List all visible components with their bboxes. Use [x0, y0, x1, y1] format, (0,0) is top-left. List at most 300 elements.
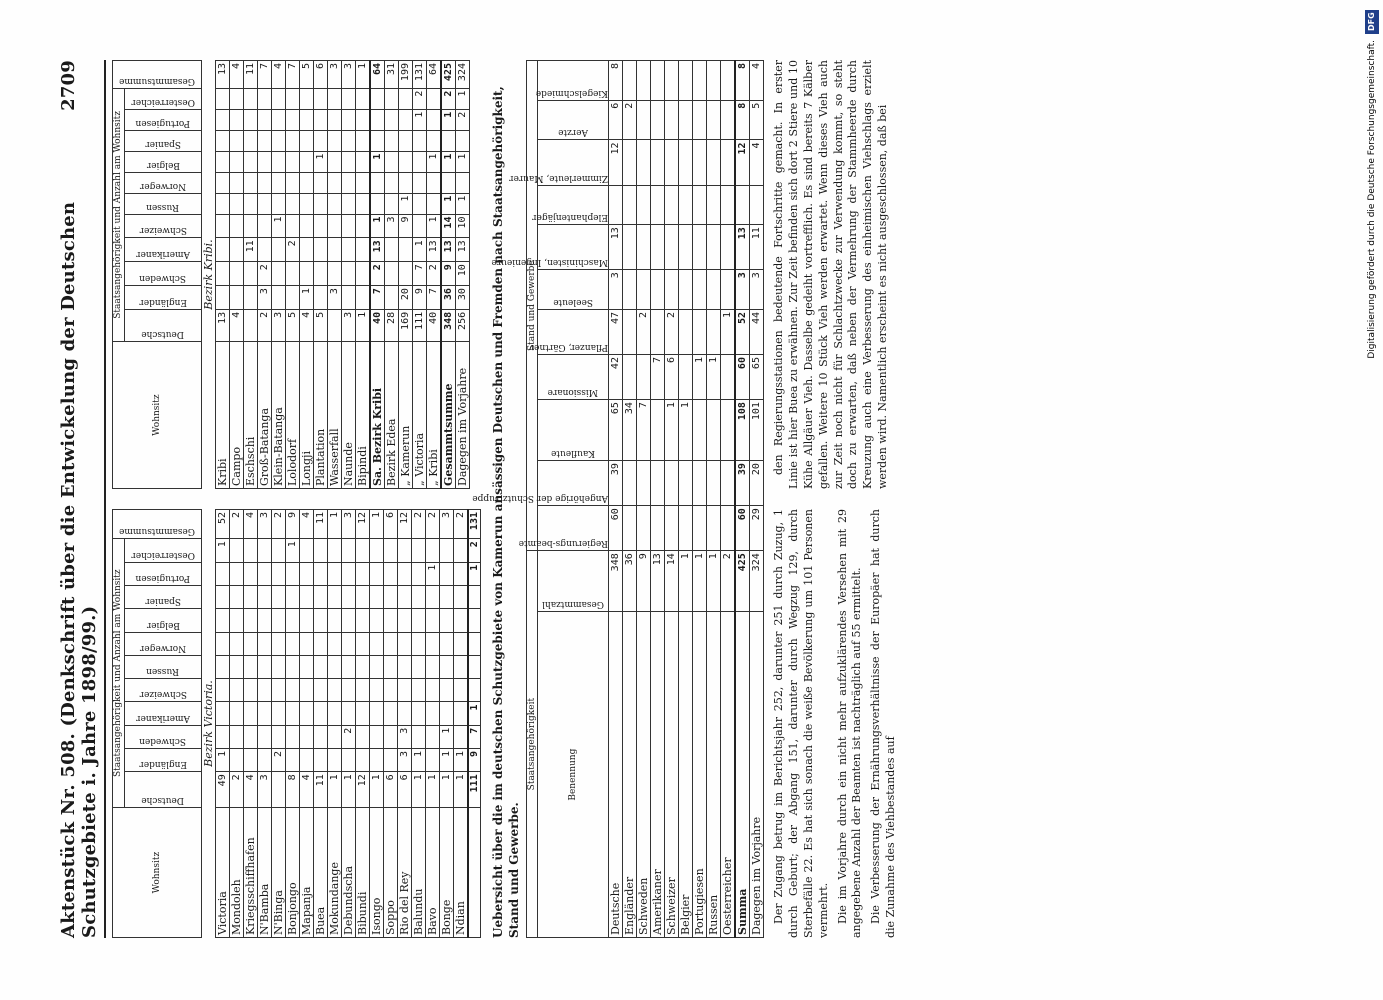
- cell-value: [244, 309, 258, 341]
- col-nation: [124, 586, 201, 609]
- cell-value: [314, 109, 328, 130]
- table-row: [258, 510, 272, 938]
- cell-value: 52: [735, 309, 750, 354]
- cell-value: [244, 725, 258, 748]
- cell-value: [314, 609, 328, 632]
- cell-value: [426, 539, 440, 562]
- cell-value: 11: [244, 238, 258, 262]
- cell-value: [216, 632, 230, 655]
- cell-value: 4: [244, 772, 258, 808]
- cell-value: [258, 562, 272, 585]
- cell-value: [244, 88, 258, 109]
- cell-value: 60: [609, 506, 623, 551]
- cell-value: 49: [216, 772, 230, 808]
- cell-value: [721, 355, 736, 400]
- cell-value: [370, 539, 384, 562]
- cell-value: 1: [370, 214, 385, 238]
- cell-value: [398, 655, 412, 678]
- table-row: [412, 510, 426, 938]
- row-label: Eschschi: [244, 342, 258, 489]
- cell-value: [637, 506, 651, 551]
- row-total: 52: [216, 510, 230, 539]
- cell-value: [300, 151, 314, 172]
- cell-value: [693, 461, 707, 506]
- cell-value: [440, 539, 454, 562]
- cell-value: [356, 151, 371, 172]
- cell-value: [693, 61, 707, 101]
- cell-value: [342, 214, 356, 238]
- cell-value: 13: [609, 225, 623, 270]
- cell-value: [693, 309, 707, 354]
- cell-value: [651, 185, 665, 225]
- cell-value: [637, 61, 651, 101]
- cell-value: 13: [216, 309, 230, 341]
- cell-value: [385, 193, 399, 214]
- row-total: 425: [441, 61, 456, 89]
- cell-value: 1: [441, 109, 456, 130]
- cell-value: 1: [370, 772, 384, 808]
- cell-value: 42: [609, 355, 623, 400]
- cell-value: [693, 506, 707, 551]
- row-label: Debundscha: [342, 808, 356, 938]
- cell-value: [328, 193, 342, 214]
- cell-value: [342, 655, 356, 678]
- cell-value: [427, 109, 442, 130]
- cell-value: [707, 140, 721, 185]
- cell-value: 1: [427, 214, 442, 238]
- cell-value: 1: [456, 193, 470, 214]
- row-total: 1: [328, 510, 342, 539]
- cell-value: [286, 702, 300, 725]
- group-label: Bezirk Kribi.: [202, 61, 216, 489]
- col-occupation: [472, 461, 609, 506]
- cell-value: [707, 225, 721, 270]
- cell-value: [454, 609, 469, 632]
- cell-value: [651, 400, 665, 461]
- text-column-left: [772, 509, 903, 938]
- cell-value: 8: [735, 61, 750, 101]
- cell-value: [468, 679, 481, 702]
- cell-value: [328, 539, 342, 562]
- cell-value: [468, 586, 481, 609]
- cell-value: [216, 172, 230, 193]
- cell-value: [413, 214, 427, 238]
- cell-value: [244, 562, 258, 585]
- cell-value: [651, 461, 665, 506]
- row-label: Bipindi: [356, 342, 371, 489]
- col-occupation-label: Pflanzer, Gärtner: [529, 342, 609, 353]
- cell-value: [244, 586, 258, 609]
- row-total: 425: [735, 551, 750, 612]
- col-nation-label: Deutsche: [141, 329, 185, 340]
- cell-value: [230, 151, 244, 172]
- cell-value: [244, 262, 258, 286]
- table-kribi-column: [112, 60, 481, 489]
- row-total: 348: [609, 551, 623, 612]
- cell-value: 13: [735, 225, 750, 270]
- dfg-funding-note: [1365, 10, 1379, 470]
- cell-value: 1: [454, 749, 469, 772]
- cell-value: [300, 109, 314, 130]
- col-gesammtsumme: [113, 61, 202, 89]
- cell-value: [693, 400, 707, 461]
- cell-value: [328, 172, 342, 193]
- cell-value: [679, 140, 693, 185]
- cell-value: [623, 140, 637, 185]
- col-nation: [124, 609, 201, 632]
- cell-value: [328, 88, 342, 109]
- cell-value: [370, 130, 385, 151]
- cell-value: 65: [750, 355, 764, 400]
- cell-value: [623, 309, 637, 354]
- cell-value: [412, 702, 426, 725]
- cell-value: [244, 193, 258, 214]
- cell-value: [426, 749, 440, 772]
- cell-value: [244, 151, 258, 172]
- cell-value: [679, 61, 693, 101]
- report-text: [772, 60, 903, 938]
- row-total: 4: [272, 61, 286, 89]
- table-row: [456, 61, 470, 489]
- cell-value: [272, 286, 286, 310]
- cell-value: 8: [735, 100, 750, 140]
- cell-value: 7: [427, 286, 442, 310]
- cell-value: 1: [456, 151, 470, 172]
- cell-value: [399, 172, 413, 193]
- col-nation: [124, 214, 201, 238]
- row-total: 13: [216, 61, 230, 89]
- table-row: [651, 61, 665, 938]
- cell-value: [637, 461, 651, 506]
- cell-value: [385, 286, 399, 310]
- cell-value: [216, 193, 230, 214]
- row-total: 2: [230, 510, 244, 539]
- dfg-logo: DFG: [1365, 10, 1379, 34]
- row-total: 4: [300, 510, 314, 539]
- cell-value: [286, 655, 300, 678]
- col-gesammtsumme: [113, 510, 202, 539]
- cell-value: 5: [314, 309, 328, 341]
- cell-value: [272, 193, 286, 214]
- cell-value: 9: [399, 214, 413, 238]
- cell-value: 40: [370, 309, 385, 341]
- cell-value: [721, 100, 736, 140]
- col-nation-label: Deutsche: [141, 795, 185, 806]
- cell-value: [384, 539, 398, 562]
- table-row: [454, 510, 469, 938]
- cell-value: [468, 655, 481, 678]
- cell-value: [216, 109, 230, 130]
- cell-value: [384, 632, 398, 655]
- row-total: 3: [342, 61, 356, 89]
- table-row: [230, 510, 244, 938]
- cell-value: 1: [286, 539, 300, 562]
- cell-value: 1: [693, 355, 707, 400]
- table-victoria-column: [112, 509, 481, 938]
- cell-value: [342, 262, 356, 286]
- table-row: [328, 61, 342, 489]
- cell-value: [441, 130, 456, 151]
- paragraph: Die im Vorjahre durch ein nicht mehr aufzuklärendes Versehen mit 29 angegebene Anzahl der Beamten ist nachträglich auf 55 ermittelt.: [835, 509, 864, 938]
- cell-value: [637, 225, 651, 270]
- header-row: [538, 61, 609, 938]
- col-occupation: [538, 270, 609, 310]
- header-title: Aktenstück Nr. 508. (Denkschrift über die Entwickelung der Deutschen Schutzgebiete i. Jahre 1898/99.): [58, 201, 100, 938]
- row-label: Summa: [735, 612, 750, 938]
- row-label: Schweden: [637, 612, 651, 938]
- cell-value: 1: [426, 562, 440, 585]
- cell-value: [272, 539, 286, 562]
- cell-value: [441, 172, 456, 193]
- cell-value: 2: [456, 109, 470, 130]
- cell-value: 13: [370, 238, 385, 262]
- table-row: [286, 510, 300, 938]
- cell-value: [651, 225, 665, 270]
- cell-value: [300, 130, 314, 151]
- table-row: [468, 510, 481, 938]
- cell-value: [426, 632, 440, 655]
- row-label: Lolodorf: [286, 342, 300, 489]
- cell-value: [665, 61, 679, 101]
- cell-value: [385, 109, 399, 130]
- cell-value: [272, 772, 286, 808]
- cell-value: [707, 400, 721, 461]
- cell-value: [230, 562, 244, 585]
- cell-value: 3: [258, 286, 272, 310]
- cell-value: [216, 262, 230, 286]
- cell-value: 4: [300, 772, 314, 808]
- cell-value: [370, 679, 384, 702]
- cell-value: 3: [750, 270, 764, 310]
- cell-value: [230, 586, 244, 609]
- row-total: 3: [328, 61, 342, 89]
- cell-value: [454, 679, 469, 702]
- row-label: Klein-Batanga: [272, 342, 286, 489]
- cell-value: [454, 702, 469, 725]
- col-nation: [124, 109, 201, 130]
- cell-value: 40: [427, 309, 442, 341]
- row-total: 199: [399, 61, 413, 89]
- cell-value: [342, 586, 356, 609]
- cell-value: [370, 193, 385, 214]
- table-row: [272, 510, 286, 938]
- cell-value: [384, 702, 398, 725]
- cell-value: 39: [609, 461, 623, 506]
- cell-value: [356, 679, 370, 702]
- cell-value: [679, 225, 693, 270]
- row-total: 11: [314, 510, 328, 539]
- cell-value: [258, 725, 272, 748]
- table-row: [356, 510, 370, 938]
- cell-value: 2: [258, 309, 272, 341]
- col-nation-label: Norweger: [139, 180, 186, 191]
- cell-value: [258, 193, 272, 214]
- cell-value: [328, 632, 342, 655]
- cell-value: 3: [398, 749, 412, 772]
- cell-value: 13: [456, 238, 470, 262]
- row-total: 6: [314, 61, 328, 89]
- cell-value: [286, 214, 300, 238]
- cell-value: [300, 632, 314, 655]
- cell-value: [356, 749, 370, 772]
- row-total: 1: [356, 61, 371, 89]
- cell-value: [456, 130, 470, 151]
- table-row: [342, 61, 356, 489]
- cell-value: [328, 238, 342, 262]
- cell-value: [342, 562, 356, 585]
- cell-value: [216, 679, 230, 702]
- cell-value: [244, 172, 258, 193]
- cell-value: [454, 562, 469, 585]
- row-label: „ Victoria: [413, 342, 427, 489]
- cell-value: [286, 725, 300, 748]
- cell-value: [230, 172, 244, 193]
- cell-value: [385, 88, 399, 109]
- cell-value: [328, 586, 342, 609]
- cell-value: [384, 749, 398, 772]
- cell-value: [426, 679, 440, 702]
- cell-value: 8: [286, 772, 300, 808]
- cell-value: 111: [413, 309, 427, 341]
- cell-value: [216, 151, 230, 172]
- cell-value: [244, 655, 258, 678]
- cell-value: 1: [399, 193, 413, 214]
- cell-value: [399, 262, 413, 286]
- table-row: [300, 61, 314, 489]
- cell-value: [370, 702, 384, 725]
- row-total: 2: [454, 510, 469, 539]
- cell-value: [230, 262, 244, 286]
- cell-value: [272, 586, 286, 609]
- cell-value: 7: [370, 286, 385, 310]
- row-label: Isongo: [370, 808, 384, 938]
- row-label: Dagegen im Vorjahre: [456, 342, 470, 489]
- cell-value: [272, 562, 286, 585]
- cell-value: [426, 725, 440, 748]
- row-label: Amerikaner: [651, 612, 665, 938]
- cell-value: [427, 88, 442, 109]
- cell-value: [216, 88, 230, 109]
- col-nation: [124, 562, 201, 585]
- cell-value: [609, 185, 623, 225]
- cell-value: [328, 130, 342, 151]
- cell-value: 1: [441, 193, 456, 214]
- cell-value: 2: [258, 262, 272, 286]
- cell-value: 2: [272, 749, 286, 772]
- col-occupation: [532, 185, 609, 225]
- col-occupation-label: Missionare: [547, 387, 599, 398]
- cell-value: [258, 609, 272, 632]
- row-total: 11: [244, 61, 258, 89]
- col-occupation-label: Aerzte: [558, 127, 589, 138]
- cell-value: 1: [216, 749, 230, 772]
- cell-value: [623, 506, 637, 551]
- row-total: 1: [679, 551, 693, 612]
- cell-value: [665, 140, 679, 185]
- cell-value: 3: [272, 309, 286, 341]
- cell-value: [258, 586, 272, 609]
- cell-value: [286, 151, 300, 172]
- cell-value: [399, 238, 413, 262]
- cell-value: [679, 309, 693, 354]
- row-label: Plantation: [314, 342, 328, 489]
- cell-value: [454, 539, 469, 562]
- cell-value: 9: [413, 286, 427, 310]
- cell-value: [272, 702, 286, 725]
- cell-value: [679, 461, 693, 506]
- cell-value: 3: [258, 772, 272, 808]
- group-row: [202, 510, 216, 938]
- cell-value: [342, 539, 356, 562]
- col-nation-label: Amerikaner: [136, 249, 190, 260]
- col-occupation-label: Regierungs-beamte: [518, 538, 609, 549]
- col-nation-label: Oesterreicher: [131, 549, 195, 560]
- cell-value: [342, 193, 356, 214]
- cell-value: [216, 586, 230, 609]
- cell-value: [244, 679, 258, 702]
- cell-value: 60: [735, 355, 750, 400]
- cell-value: [398, 632, 412, 655]
- row-total: 5: [300, 61, 314, 89]
- cell-value: [258, 539, 272, 562]
- group-row: [202, 61, 216, 489]
- row-label: Deutsche: [609, 612, 623, 938]
- row-label: „ Kamerun: [399, 342, 413, 489]
- cell-value: 47: [609, 309, 623, 354]
- cell-value: 1: [314, 151, 328, 172]
- cell-value: [440, 562, 454, 585]
- table-row: [244, 510, 258, 938]
- cell-value: [314, 655, 328, 678]
- row-label: Campo: [230, 342, 244, 489]
- table-row: [216, 510, 230, 938]
- cell-value: 1: [216, 539, 230, 562]
- cell-value: 1: [300, 286, 314, 310]
- cell-value: [300, 172, 314, 193]
- col-nation-label: Belgier: [146, 619, 180, 630]
- cell-value: [384, 725, 398, 748]
- cell-value: 34: [623, 400, 637, 461]
- cell-value: [314, 679, 328, 702]
- cell-value: [314, 214, 328, 238]
- table-row: [735, 61, 750, 938]
- cell-value: [412, 609, 426, 632]
- cell-value: [314, 193, 328, 214]
- col-occupation: [529, 309, 609, 354]
- cell-value: [398, 609, 412, 632]
- cell-value: [370, 725, 384, 748]
- cell-value: [314, 725, 328, 748]
- table-row: [258, 61, 272, 489]
- cell-value: [384, 679, 398, 702]
- cell-value: [356, 172, 371, 193]
- col-staatsangehoerigkeit: Staatsangehörigkeit: [527, 551, 538, 938]
- cell-value: [230, 193, 244, 214]
- cell-value: [398, 586, 412, 609]
- cell-value: [258, 172, 272, 193]
- row-label: „ Kribi: [427, 342, 442, 489]
- row-total: 3: [440, 510, 454, 539]
- row-label: Mapanja: [300, 808, 314, 938]
- cell-value: [356, 702, 370, 725]
- cell-value: [258, 109, 272, 130]
- row-total: 2: [412, 510, 426, 539]
- row-label: Groß-Batanga: [258, 342, 272, 489]
- page-header: [58, 60, 100, 938]
- cell-value: [286, 130, 300, 151]
- paragraph: den Regierungsstationen bedeutende Fortschritte gemacht. In erster Linie ist hier Buea zu erwähnen. Zur Zeit befinden sich dort 2 Stiere und 10 Kühe Allgäuer Vieh. Dasselbe gedeiht vortrefflich. Es sind bereits 7 Kälber gefallen. Weitere 10 Stück Vieh werden erwartet. Wenn dieses Vieh auch zur Zeit noch nicht für Schlachtzwecke zur Verwendung kommt, so steht doch zu erwarten, daß neben der Vermehrung der Stammheerde durch Kreuzung auch eine Verbesserung des einheimischen Viehschlags erzielt werden wird. Namentlich erscheint es nicht ausgeschlossen, daß bei: [772, 60, 890, 489]
- cell-value: [637, 185, 651, 225]
